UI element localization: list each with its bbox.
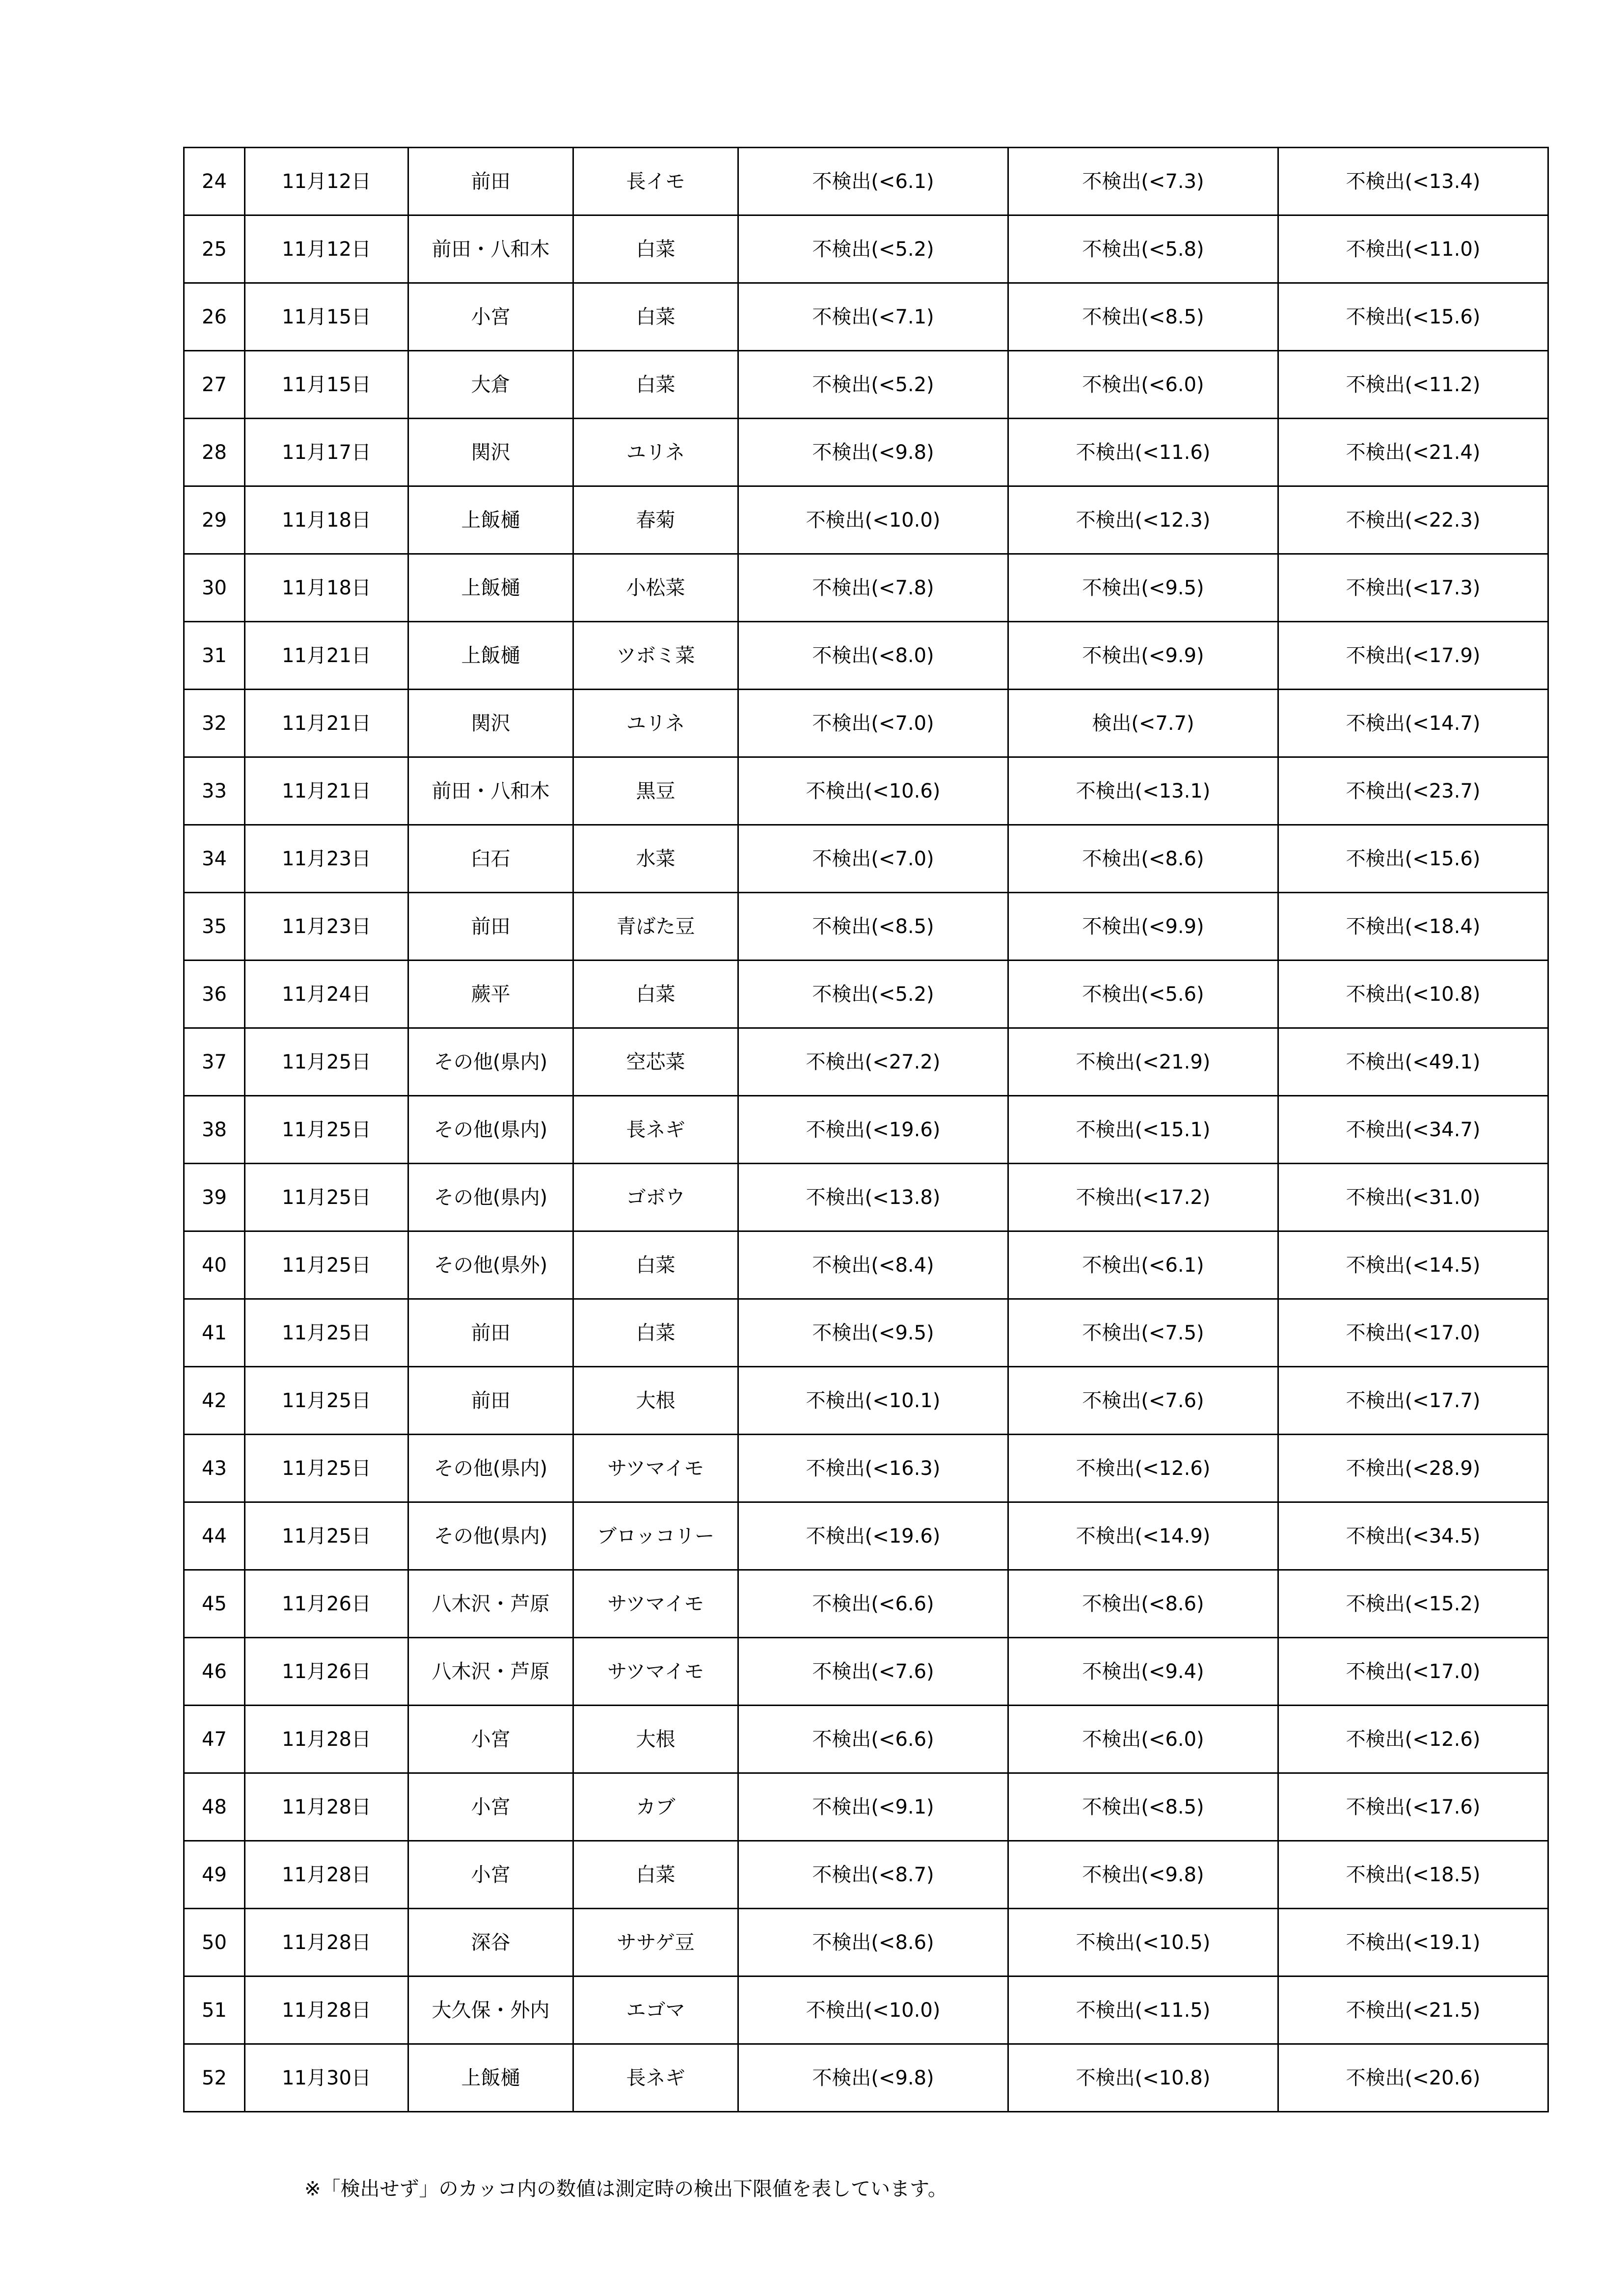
cesium-137-cell: 不検出(<17.9) <box>1278 622 1548 690</box>
date-cell: 11月26日 <box>245 1638 408 1706</box>
sample-number-cell: 43 <box>184 1435 245 1502</box>
area-cell: 小宮 <box>408 1773 573 1841</box>
item-cell: 白菜 <box>573 351 738 419</box>
table-row <box>184 1028 1548 1096</box>
cesium-137-cell: 不検出(<15.2) <box>1278 1570 1548 1638</box>
iodine-131-cell: 不検出(<10.0) <box>738 486 1008 554</box>
cesium-134-cell: 不検出(<9.5) <box>1008 554 1278 622</box>
area-cell: その他(県内) <box>408 1096 573 1164</box>
iodine-131-cell: 不検出(<8.4) <box>738 1231 1008 1299</box>
sample-number-cell: 28 <box>184 419 245 486</box>
date-cell: 11月25日 <box>245 1231 408 1299</box>
area-cell: 小宮 <box>408 283 573 351</box>
iodine-131-cell: 不検出(<7.0) <box>738 825 1008 893</box>
iodine-131-cell: 不検出(<7.6) <box>738 1638 1008 1706</box>
cesium-134-cell: 不検出(<14.9) <box>1008 1502 1278 1570</box>
area-cell: その他(県内) <box>408 1502 573 1570</box>
sample-number-cell: 29 <box>184 486 245 554</box>
table-row <box>184 1570 1548 1638</box>
item-cell: 白菜 <box>573 1231 738 1299</box>
table-row <box>184 622 1548 690</box>
iodine-131-cell: 不検出(<8.0) <box>738 622 1008 690</box>
cesium-137-cell: 不検出(<17.7) <box>1278 1367 1548 1435</box>
iodine-131-cell: 不検出(<7.1) <box>738 283 1008 351</box>
sample-number-cell: 46 <box>184 1638 245 1706</box>
cesium-137-cell: 不検出(<34.5) <box>1278 1502 1548 1570</box>
date-cell: 11月28日 <box>245 1841 408 1909</box>
sample-number-cell: 42 <box>184 1367 245 1435</box>
item-cell: 春菊 <box>573 486 738 554</box>
date-cell: 11月23日 <box>245 825 408 893</box>
cesium-134-cell: 不検出(<12.3) <box>1008 486 1278 554</box>
cesium-134-cell: 不検出(<6.0) <box>1008 1706 1278 1773</box>
table-row <box>184 215 1548 283</box>
date-cell: 11月28日 <box>245 1706 408 1773</box>
item-cell: 空芯菜 <box>573 1028 738 1096</box>
date-cell: 11月21日 <box>245 757 408 825</box>
item-cell: 白菜 <box>573 1299 738 1367</box>
table-row <box>184 690 1548 757</box>
date-cell: 11月12日 <box>245 215 408 283</box>
table-row <box>184 1706 1548 1773</box>
area-cell: その他(県内) <box>408 1028 573 1096</box>
cesium-134-cell: 不検出(<8.6) <box>1008 825 1278 893</box>
sample-number-cell: 34 <box>184 825 245 893</box>
cesium-137-cell: 不検出(<14.5) <box>1278 1231 1548 1299</box>
area-cell: 八木沢・芦原 <box>408 1638 573 1706</box>
iodine-131-cell: 不検出(<8.5) <box>738 893 1008 961</box>
table-row <box>184 1367 1548 1435</box>
cesium-134-cell: 不検出(<13.1) <box>1008 757 1278 825</box>
iodine-131-cell: 不検出(<10.0) <box>738 1976 1008 2044</box>
area-cell: 深谷 <box>408 1909 573 1976</box>
item-cell: 長ネギ <box>573 1096 738 1164</box>
table-body <box>184 148 1548 2112</box>
footnote: ※「検出せず」のカッコ内の数値は測定時の検出下限値を表しています。 <box>304 2178 947 2200</box>
cesium-134-cell: 不検出(<12.6) <box>1008 1435 1278 1502</box>
area-cell: その他(県内) <box>408 1164 573 1231</box>
table-row <box>184 1299 1548 1367</box>
cesium-134-cell: 不検出(<11.5) <box>1008 1976 1278 2044</box>
date-cell: 11月25日 <box>245 1367 408 1435</box>
date-cell: 11月28日 <box>245 1976 408 2044</box>
results-table-container <box>183 147 1547 2112</box>
date-cell: 11月25日 <box>245 1028 408 1096</box>
table-row <box>184 1841 1548 1909</box>
cesium-134-cell: 不検出(<11.6) <box>1008 419 1278 486</box>
iodine-131-cell: 不検出(<6.1) <box>738 148 1008 215</box>
iodine-131-cell: 不検出(<8.7) <box>738 1841 1008 1909</box>
cesium-134-cell: 不検出(<8.5) <box>1008 283 1278 351</box>
date-cell: 11月30日 <box>245 2044 408 2112</box>
cesium-134-cell: 不検出(<15.1) <box>1008 1096 1278 1164</box>
item-cell: サツマイモ <box>573 1638 738 1706</box>
table-row <box>184 893 1548 961</box>
measurement-results-table <box>183 147 1549 2112</box>
area-cell: 八木沢・芦原 <box>408 1570 573 1638</box>
iodine-131-cell: 不検出(<13.8) <box>738 1164 1008 1231</box>
cesium-134-cell: 不検出(<9.9) <box>1008 893 1278 961</box>
date-cell: 11月21日 <box>245 690 408 757</box>
item-cell: サツマイモ <box>573 1435 738 1502</box>
iodine-131-cell: 不検出(<9.8) <box>738 2044 1008 2112</box>
cesium-137-cell: 不検出(<13.4) <box>1278 148 1548 215</box>
iodine-131-cell: 不検出(<9.8) <box>738 419 1008 486</box>
date-cell: 11月28日 <box>245 1773 408 1841</box>
sample-number-cell: 40 <box>184 1231 245 1299</box>
cesium-134-cell: 不検出(<8.5) <box>1008 1773 1278 1841</box>
item-cell: 長ネギ <box>573 2044 738 2112</box>
table-row <box>184 148 1548 215</box>
cesium-137-cell: 不検出(<17.0) <box>1278 1299 1548 1367</box>
date-cell: 11月28日 <box>245 1909 408 1976</box>
cesium-137-cell: 不検出(<17.6) <box>1278 1773 1548 1841</box>
date-cell: 11月18日 <box>245 554 408 622</box>
area-cell: 前田 <box>408 148 573 215</box>
item-cell: 黒豆 <box>573 757 738 825</box>
item-cell: ツボミ菜 <box>573 622 738 690</box>
item-cell: 大根 <box>573 1706 738 1773</box>
area-cell: 上飯樋 <box>408 2044 573 2112</box>
cesium-134-cell: 不検出(<9.9) <box>1008 622 1278 690</box>
cesium-134-cell: 不検出(<17.2) <box>1008 1164 1278 1231</box>
iodine-131-cell: 不検出(<19.6) <box>738 1096 1008 1164</box>
area-cell: 大久保・外内 <box>408 1976 573 2044</box>
item-cell: 白菜 <box>573 1841 738 1909</box>
item-cell: ブロッコリー <box>573 1502 738 1570</box>
area-cell: その他(県外) <box>408 1231 573 1299</box>
cesium-134-cell: 不検出(<7.6) <box>1008 1367 1278 1435</box>
iodine-131-cell: 不検出(<27.2) <box>738 1028 1008 1096</box>
area-cell: 関沢 <box>408 690 573 757</box>
area-cell: その他(県内) <box>408 1435 573 1502</box>
item-cell: 白菜 <box>573 283 738 351</box>
sample-number-cell: 35 <box>184 893 245 961</box>
cesium-137-cell: 不検出(<22.3) <box>1278 486 1548 554</box>
item-cell: 白菜 <box>573 961 738 1028</box>
table-row <box>184 351 1548 419</box>
date-cell: 11月25日 <box>245 1502 408 1570</box>
table-row <box>184 1773 1548 1841</box>
iodine-131-cell: 不検出(<6.6) <box>738 1706 1008 1773</box>
iodine-131-cell: 不検出(<19.6) <box>738 1502 1008 1570</box>
item-cell: サツマイモ <box>573 1570 738 1638</box>
item-cell: 小松菜 <box>573 554 738 622</box>
date-cell: 11月24日 <box>245 961 408 1028</box>
iodine-131-cell: 不検出(<5.2) <box>738 351 1008 419</box>
area-cell: 前田 <box>408 1367 573 1435</box>
iodine-131-cell: 不検出(<16.3) <box>738 1435 1008 1502</box>
sample-number-cell: 47 <box>184 1706 245 1773</box>
area-cell: 上飯樋 <box>408 486 573 554</box>
date-cell: 11月25日 <box>245 1096 408 1164</box>
sample-number-cell: 44 <box>184 1502 245 1570</box>
cesium-137-cell: 不検出(<19.1) <box>1278 1909 1548 1976</box>
cesium-137-cell: 不検出(<17.3) <box>1278 554 1548 622</box>
date-cell: 11月23日 <box>245 893 408 961</box>
table-row <box>184 1164 1548 1231</box>
table-row <box>184 283 1548 351</box>
area-cell: 上飯樋 <box>408 622 573 690</box>
sample-number-cell: 49 <box>184 1841 245 1909</box>
area-cell: 臼石 <box>408 825 573 893</box>
sample-number-cell: 31 <box>184 622 245 690</box>
area-cell: 小宮 <box>408 1841 573 1909</box>
item-cell: カブ <box>573 1773 738 1841</box>
table-row <box>184 1502 1548 1570</box>
sample-number-cell: 51 <box>184 1976 245 2044</box>
cesium-137-cell: 不検出(<11.0) <box>1278 215 1548 283</box>
date-cell: 11月15日 <box>245 283 408 351</box>
sample-number-cell: 38 <box>184 1096 245 1164</box>
cesium-134-cell: 不検出(<6.1) <box>1008 1231 1278 1299</box>
sample-number-cell: 26 <box>184 283 245 351</box>
item-cell: 青ばた豆 <box>573 893 738 961</box>
cesium-134-cell: 不検出(<9.8) <box>1008 1841 1278 1909</box>
table-row <box>184 1435 1548 1502</box>
cesium-137-cell: 不検出(<49.1) <box>1278 1028 1548 1096</box>
area-cell: 前田・八和木 <box>408 757 573 825</box>
table-row <box>184 1976 1548 2044</box>
sample-number-cell: 50 <box>184 1909 245 1976</box>
date-cell: 11月21日 <box>245 622 408 690</box>
cesium-137-cell: 不検出(<21.4) <box>1278 419 1548 486</box>
item-cell: ユリネ <box>573 690 738 757</box>
cesium-134-cell: 不検出(<9.4) <box>1008 1638 1278 1706</box>
table-row <box>184 1909 1548 1976</box>
sample-number-cell: 52 <box>184 2044 245 2112</box>
cesium-137-cell: 不検出(<18.4) <box>1278 893 1548 961</box>
table-row <box>184 1638 1548 1706</box>
cesium-137-cell: 不検出(<23.7) <box>1278 757 1548 825</box>
table-row <box>184 961 1548 1028</box>
item-cell: 大根 <box>573 1367 738 1435</box>
cesium-134-cell: 不検出(<7.5) <box>1008 1299 1278 1367</box>
item-cell: 水菜 <box>573 825 738 893</box>
cesium-134-cell: 不検出(<10.5) <box>1008 1909 1278 1976</box>
date-cell: 11月25日 <box>245 1299 408 1367</box>
sample-number-cell: 24 <box>184 148 245 215</box>
date-cell: 11月18日 <box>245 486 408 554</box>
sample-number-cell: 45 <box>184 1570 245 1638</box>
cesium-134-cell: 不検出(<7.3) <box>1008 148 1278 215</box>
cesium-137-cell: 不検出(<15.6) <box>1278 825 1548 893</box>
sample-number-cell: 27 <box>184 351 245 419</box>
item-cell: ササゲ豆 <box>573 1909 738 1976</box>
cesium-137-cell: 不検出(<31.0) <box>1278 1164 1548 1231</box>
area-cell: 前田 <box>408 893 573 961</box>
cesium-137-cell: 不検出(<11.2) <box>1278 351 1548 419</box>
area-cell: 蕨平 <box>408 961 573 1028</box>
cesium-137-cell: 不検出(<20.6) <box>1278 2044 1548 2112</box>
item-cell: ゴボウ <box>573 1164 738 1231</box>
cesium-134-cell: 不検出(<8.6) <box>1008 1570 1278 1638</box>
cesium-134-cell: 不検出(<5.6) <box>1008 961 1278 1028</box>
cesium-134-cell: 検出(<7.7) <box>1008 690 1278 757</box>
date-cell: 11月26日 <box>245 1570 408 1638</box>
table-row <box>184 1096 1548 1164</box>
sample-number-cell: 36 <box>184 961 245 1028</box>
table-row <box>184 486 1548 554</box>
cesium-137-cell: 不検出(<10.8) <box>1278 961 1548 1028</box>
sample-number-cell: 48 <box>184 1773 245 1841</box>
item-cell: 白菜 <box>573 215 738 283</box>
table-row <box>184 2044 1548 2112</box>
cesium-137-cell: 不検出(<34.7) <box>1278 1096 1548 1164</box>
iodine-131-cell: 不検出(<7.8) <box>738 554 1008 622</box>
sample-number-cell: 37 <box>184 1028 245 1096</box>
sample-number-cell: 32 <box>184 690 245 757</box>
iodine-131-cell: 不検出(<7.0) <box>738 690 1008 757</box>
sample-number-cell: 30 <box>184 554 245 622</box>
date-cell: 11月12日 <box>245 148 408 215</box>
cesium-134-cell: 不検出(<5.8) <box>1008 215 1278 283</box>
sample-number-cell: 41 <box>184 1299 245 1367</box>
area-cell: 小宮 <box>408 1706 573 1773</box>
cesium-137-cell: 不検出(<12.6) <box>1278 1706 1548 1773</box>
iodine-131-cell: 不検出(<8.6) <box>738 1909 1008 1976</box>
cesium-137-cell: 不検出(<28.9) <box>1278 1435 1548 1502</box>
table-row <box>184 757 1548 825</box>
cesium-137-cell: 不検出(<14.7) <box>1278 690 1548 757</box>
area-cell: 前田 <box>408 1299 573 1367</box>
table-row <box>184 554 1548 622</box>
iodine-131-cell: 不検出(<9.1) <box>738 1773 1008 1841</box>
iodine-131-cell: 不検出(<10.1) <box>738 1367 1008 1435</box>
cesium-137-cell: 不検出(<15.6) <box>1278 283 1548 351</box>
table-row <box>184 1231 1548 1299</box>
date-cell: 11月25日 <box>245 1164 408 1231</box>
area-cell: 関沢 <box>408 419 573 486</box>
table-row <box>184 419 1548 486</box>
cesium-137-cell: 不検出(<21.5) <box>1278 1976 1548 2044</box>
date-cell: 11月15日 <box>245 351 408 419</box>
iodine-131-cell: 不検出(<5.2) <box>738 215 1008 283</box>
area-cell: 上飯樋 <box>408 554 573 622</box>
iodine-131-cell: 不検出(<10.6) <box>738 757 1008 825</box>
date-cell: 11月25日 <box>245 1435 408 1502</box>
cesium-137-cell: 不検出(<18.5) <box>1278 1841 1548 1909</box>
cesium-134-cell: 不検出(<21.9) <box>1008 1028 1278 1096</box>
iodine-131-cell: 不検出(<9.5) <box>738 1299 1008 1367</box>
sample-number-cell: 33 <box>184 757 245 825</box>
iodine-131-cell: 不検出(<5.2) <box>738 961 1008 1028</box>
date-cell: 11月17日 <box>245 419 408 486</box>
item-cell: エゴマ <box>573 1976 738 2044</box>
item-cell: ユリネ <box>573 419 738 486</box>
table-row <box>184 825 1548 893</box>
sample-number-cell: 39 <box>184 1164 245 1231</box>
area-cell: 前田・八和木 <box>408 215 573 283</box>
item-cell: 長イモ <box>573 148 738 215</box>
cesium-137-cell: 不検出(<17.0) <box>1278 1638 1548 1706</box>
iodine-131-cell: 不検出(<6.6) <box>738 1570 1008 1638</box>
area-cell: 大倉 <box>408 351 573 419</box>
sample-number-cell: 25 <box>184 215 245 283</box>
cesium-134-cell: 不検出(<10.8) <box>1008 2044 1278 2112</box>
cesium-134-cell: 不検出(<6.0) <box>1008 351 1278 419</box>
